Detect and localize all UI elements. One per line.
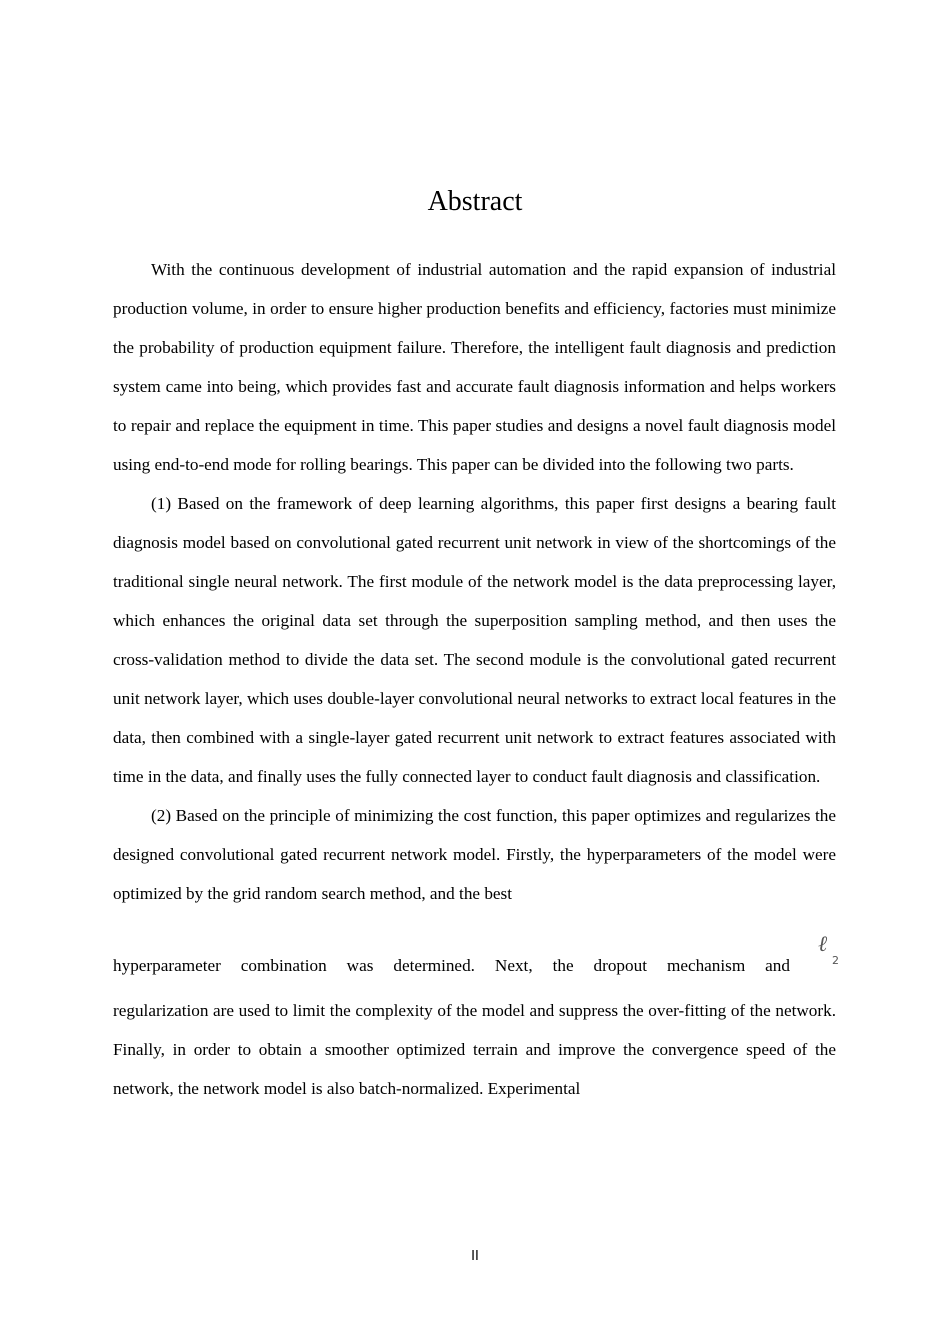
l2-norm-symbol [790, 925, 839, 985]
paragraph-3-part-1: (2) Based on the principle of minimizing the cost function, this paper optimizes and regularizes the designed convolutional gated recurrent network model. Firstly, the hyperparameters of the model were optimized by the grid random search method, and the best [113, 806, 836, 903]
abstract-paragraph-2: (1) Based on the framework of deep learning algorithms, this paper first designs a bearing fault diagnosis model based on convolutional gated recurrent unit network in view of the shortcomings of the traditional single neural network. The first module of the network model is the data preprocessing layer, which enhances the original data set through the superposition sampling method, and then uses the cross-validation method to divide the data set. The second module is the convolutional gated recurrent unit network layer, which uses double-layer convolutional neural networks to extract local features in the data, then combined with a single-layer gated recurrent unit network to extract features associated with time in the data, and finally uses the fully connected layer to conduct fault diagnosis and classification. [113, 494, 836, 786]
formula-line [113, 913, 839, 991]
page-number: II [471, 1249, 479, 1264]
paragraph-3-part-2: hyperparameter combination was determined. Next, the dropout mechanism and [113, 956, 790, 975]
ell-glyph: ℓ [818, 932, 828, 957]
abstract-body [113, 250, 839, 1108]
paragraph-3-part-3: regularization are used to limit the complexity of the model and suppress the over-fitting of the network. Finally, in order to obtain a smoother optimized terrain and improve the convergence speed of the network, the network model is also batch-normalized. Experimental [113, 1001, 836, 1098]
abstract-paragraph-1: With the continuous development of industrial automation and the rapid expansion of industrial production volume, in order to ensure higher production benefits and efficiency, factories must minimize the probability of production equipment failure. Therefore, the intelligent fault diagnosis and prediction system came into being, which provides fast and accurate fault diagnosis information and helps workers to repair and replace the equipment in time. This paper studies and designs a novel fault diagnosis model using end-to-end mode for rolling bearings. This paper can be divided into the following two parts. [113, 260, 836, 474]
abstract-paragraph-3 [113, 796, 839, 1108]
page-title: Abstract [427, 186, 523, 217]
subscript-two: 2 [832, 954, 839, 967]
